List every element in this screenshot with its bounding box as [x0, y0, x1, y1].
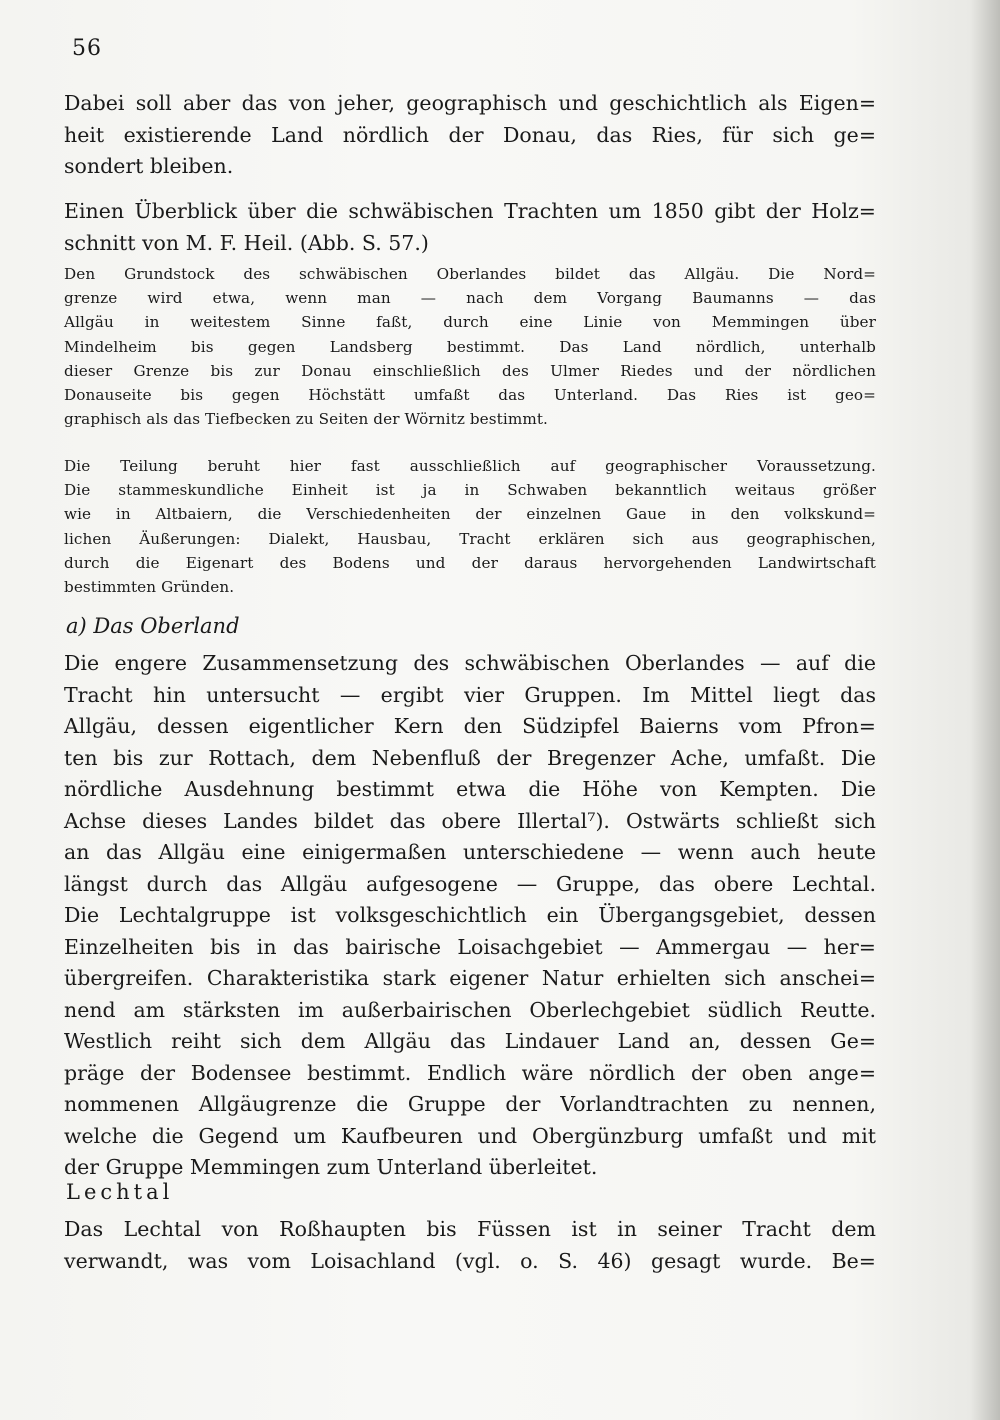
- text-line: nördliche Ausdehnung bestimmt etwa die Höhe von Kempten. Die: [64, 777, 876, 801]
- text-line: Einen Überblick über die schwäbischen Trachten um 1850 gibt der Holz=: [64, 199, 876, 223]
- text-line: präge der Bodensee bestimmt. Endlich wäre nördlich der oben ange=: [64, 1060, 876, 1085]
- text-line: übergreifen. Charakteristika stark eigener Natur erhielten sich anschei=: [64, 966, 876, 990]
- text-line: Tracht hin untersucht — ergibt vier Gruppen. Im Mittel liegt das: [64, 682, 876, 707]
- section-heading-lechtal: Lechtal: [66, 1180, 174, 1204]
- paragraph-oberland: [64, 648, 876, 1184]
- text-line: ten bis zur Rottach, dem Nebenfluß der Bregenzer Ache, umfaßt. Die: [64, 745, 876, 770]
- text-line: Das Lechtal von Roßhaupten bis Füssen ist in seiner Tracht dem: [64, 1217, 876, 1241]
- text-line: durch die Eigenart des Bodens und der daraus hervorgehenden Landwirtschaft: [64, 553, 876, 572]
- text-line: Dabei soll aber das von jeher, geographisch und geschichtlich als Eigen=: [64, 91, 876, 115]
- text-line: Die engere Zusammensetzung des schwäbischen Oberlandes — auf die: [64, 651, 876, 675]
- paragraph-teilung: [64, 454, 876, 599]
- paragraph-grundstock: [64, 262, 876, 431]
- text-line: an das Allgäu eine einigermaßen unterschiedene — wenn auch heute: [64, 840, 876, 864]
- text-line: Westlich reiht sich dem Allgäu das Lindauer Land an, dessen Ge=: [64, 1029, 876, 1053]
- text-line: nend am stärksten im außerbairischen Oberlechgebiet südlich Reutte.: [64, 997, 876, 1022]
- text-line: Mindelheim bis gegen Landsberg bestimmt. Das Land nördlich, unterhalb: [64, 337, 876, 356]
- text-line: wie in Altbaiern, die Verschiedenheiten der einzelnen Gaue in den volkskund=: [64, 505, 876, 524]
- text-line: Die Teilung beruht hier fast ausschließlich auf geographischer Voraussetzung.: [64, 457, 876, 475]
- text-line: längst durch das Allgäu aufgesogene — Gruppe, das obere Lechtal.: [64, 871, 876, 896]
- text-line: heit existierende Land nördlich der Donau, das Ries, für sich ge=: [64, 122, 876, 147]
- text-line: verwandt, was vom Loisachland (vgl. o. S. 46) gesagt wurde. Be=: [64, 1248, 876, 1273]
- text-line: dieser Grenze bis zur Donau einschließlich des Ulmer Riedes und der nördlichen: [64, 361, 876, 380]
- text-line: Einzelheiten bis in das bairische Loisachgebiet — Ammergau — her=: [64, 934, 876, 959]
- text-line: sondert bleiben.: [64, 154, 234, 178]
- paragraph-overview: [64, 196, 876, 259]
- section-heading-oberland: a) Das Oberland: [66, 614, 240, 638]
- text-line: grenze wird etwa, wenn man — nach dem Vorgang Baumanns — das: [64, 289, 876, 308]
- text-line: Den Grundstock des schwäbischen Oberlandes bildet das Allgäu. Die Nord=: [64, 265, 876, 283]
- text-line: Die stammeskundliche Einheit ist ja in Schwaben bekanntlich weitaus größer: [64, 481, 876, 500]
- text-line: Die Lechtalgruppe ist volksgeschichtlich ein Übergangsgebiet, dessen: [64, 903, 876, 927]
- text-line: der Gruppe Memmingen zum Unterland überleitet.: [64, 1155, 598, 1179]
- text-line: lichen Äußerungen: Dialekt, Hausbau, Tracht erklären sich aus geographischen,: [64, 529, 876, 548]
- text-line: Achse dieses Landes bildet das obere Illertal⁷). Ostwärts schließt sich: [64, 808, 876, 833]
- paragraph-lechtal: [64, 1214, 876, 1277]
- page-number: 56: [72, 36, 102, 61]
- text-line: schnitt von M. F. Heil. (Abb. S. 57.): [64, 230, 429, 255]
- text-line: nommenen Allgäugrenze die Gruppe der Vorlandtrachten zu nennen,: [64, 1092, 876, 1116]
- text-line: bestimmten Gründen.: [64, 578, 235, 597]
- text-line: graphisch als das Tiefbecken zu Seiten der Wörnitz bestimmt.: [64, 410, 548, 429]
- text-line: welche die Gegend um Kaufbeuren und Obergünzburg umfaßt und mit: [64, 1123, 876, 1148]
- text-line: Donauseite bis gegen Höchstätt umfaßt das Unterland. Das Ries ist geo=: [64, 386, 876, 405]
- text-line: Allgäu in weitestem Sinne faßt, durch eine Linie von Memmingen über: [64, 313, 876, 332]
- text-line: Allgäu, dessen eigentlicher Kern den Südzipfel Baierns vom Pfron=: [64, 714, 876, 738]
- paragraph-ries: [64, 88, 876, 183]
